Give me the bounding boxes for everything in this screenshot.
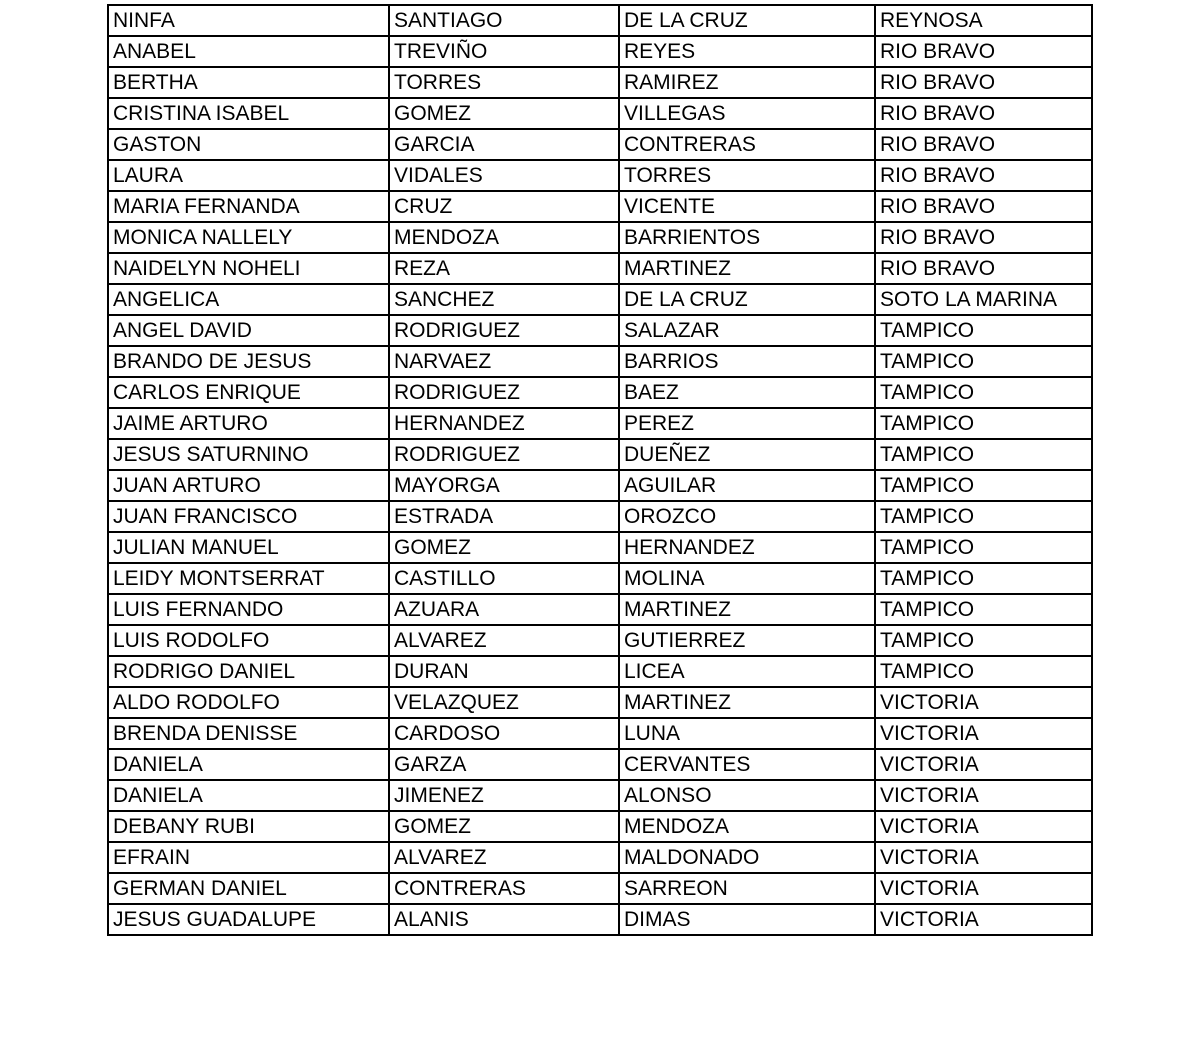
city-cell: VICTORIA (875, 749, 1092, 780)
table-row (108, 346, 1092, 377)
maternal-surname-cell: CONTRERAS (619, 129, 875, 160)
paternal-surname-cell: CARDOSO (389, 718, 619, 749)
paternal-surname-cell: ALVAREZ (389, 842, 619, 873)
table-row (108, 563, 1092, 594)
maternal-surname-cell: MARTINEZ (619, 687, 875, 718)
paternal-surname-cell: JIMENEZ (389, 780, 619, 811)
maternal-surname-cell: RAMIREZ (619, 67, 875, 98)
table-row (108, 377, 1092, 408)
table-row (108, 222, 1092, 253)
maternal-surname-cell: BARRIOS (619, 346, 875, 377)
maternal-surname-cell: VILLEGAS (619, 98, 875, 129)
paternal-surname-cell: GOMEZ (389, 532, 619, 563)
first-name-cell: NAIDELYN NOHELI (108, 253, 389, 284)
city-cell: TAMPICO (875, 408, 1092, 439)
table-row (108, 129, 1092, 160)
maternal-surname-cell: MENDOZA (619, 811, 875, 842)
city-cell: VICTORIA (875, 873, 1092, 904)
first-name-cell: JESUS GUADALUPE (108, 904, 389, 935)
paternal-surname-cell: REZA (389, 253, 619, 284)
city-cell: TAMPICO (875, 594, 1092, 625)
maternal-surname-cell: SARREON (619, 873, 875, 904)
paternal-surname-cell: CRUZ (389, 191, 619, 222)
table-row (108, 780, 1092, 811)
first-name-cell: LEIDY MONTSERRAT (108, 563, 389, 594)
first-name-cell: JAIME ARTURO (108, 408, 389, 439)
maternal-surname-cell: DE LA CRUZ (619, 284, 875, 315)
maternal-surname-cell: VICENTE (619, 191, 875, 222)
paternal-surname-cell: RODRIGUEZ (389, 377, 619, 408)
paternal-surname-cell: NARVAEZ (389, 346, 619, 377)
first-name-cell: JULIAN MANUEL (108, 532, 389, 563)
paternal-surname-cell: SANTIAGO (389, 5, 619, 36)
city-cell: TAMPICO (875, 563, 1092, 594)
maternal-surname-cell: BAEZ (619, 377, 875, 408)
maternal-surname-cell: MALDONADO (619, 842, 875, 873)
first-name-cell: GASTON (108, 129, 389, 160)
city-cell: REYNOSA (875, 5, 1092, 36)
city-cell: RIO BRAVO (875, 160, 1092, 191)
city-cell: RIO BRAVO (875, 222, 1092, 253)
table-row (108, 749, 1092, 780)
roster-table (107, 4, 1093, 936)
maternal-surname-cell: LICEA (619, 656, 875, 687)
maternal-surname-cell: ALONSO (619, 780, 875, 811)
first-name-cell: DANIELA (108, 780, 389, 811)
table-row (108, 36, 1092, 67)
city-cell: RIO BRAVO (875, 191, 1092, 222)
table-row (108, 501, 1092, 532)
first-name-cell: LUIS FERNANDO (108, 594, 389, 625)
table-row (108, 718, 1092, 749)
first-name-cell: GERMAN DANIEL (108, 873, 389, 904)
first-name-cell: NINFA (108, 5, 389, 36)
first-name-cell: ALDO RODOLFO (108, 687, 389, 718)
maternal-surname-cell: MOLINA (619, 563, 875, 594)
city-cell: TAMPICO (875, 532, 1092, 563)
first-name-cell: CARLOS ENRIQUE (108, 377, 389, 408)
city-cell: VICTORIA (875, 687, 1092, 718)
paternal-surname-cell: GARZA (389, 749, 619, 780)
maternal-surname-cell: MARTINEZ (619, 594, 875, 625)
maternal-surname-cell: SALAZAR (619, 315, 875, 346)
first-name-cell: MARIA FERNANDA (108, 191, 389, 222)
table-row (108, 284, 1092, 315)
first-name-cell: ANGELICA (108, 284, 389, 315)
table-row (108, 439, 1092, 470)
city-cell: TAMPICO (875, 315, 1092, 346)
paternal-surname-cell: VELAZQUEZ (389, 687, 619, 718)
city-cell: VICTORIA (875, 842, 1092, 873)
paternal-surname-cell: HERNANDEZ (389, 408, 619, 439)
first-name-cell: LAURA (108, 160, 389, 191)
city-cell: RIO BRAVO (875, 253, 1092, 284)
maternal-surname-cell: DE LA CRUZ (619, 5, 875, 36)
paternal-surname-cell: DURAN (389, 656, 619, 687)
maternal-surname-cell: MARTINEZ (619, 253, 875, 284)
first-name-cell: EFRAIN (108, 842, 389, 873)
city-cell: TAMPICO (875, 377, 1092, 408)
first-name-cell: RODRIGO DANIEL (108, 656, 389, 687)
first-name-cell: CRISTINA ISABEL (108, 98, 389, 129)
maternal-surname-cell: PEREZ (619, 408, 875, 439)
city-cell: RIO BRAVO (875, 67, 1092, 98)
city-cell: TAMPICO (875, 625, 1092, 656)
table-row (108, 5, 1092, 36)
paternal-surname-cell: MAYORGA (389, 470, 619, 501)
table-row (108, 191, 1092, 222)
maternal-surname-cell: OROZCO (619, 501, 875, 532)
first-name-cell: JESUS SATURNINO (108, 439, 389, 470)
city-cell: VICTORIA (875, 811, 1092, 842)
maternal-surname-cell: TORRES (619, 160, 875, 191)
city-cell: TAMPICO (875, 470, 1092, 501)
maternal-surname-cell: CERVANTES (619, 749, 875, 780)
city-cell: RIO BRAVO (875, 129, 1092, 160)
roster-body (108, 5, 1092, 935)
paternal-surname-cell: SANCHEZ (389, 284, 619, 315)
table-row (108, 842, 1092, 873)
first-name-cell: DANIELA (108, 749, 389, 780)
table-row (108, 253, 1092, 284)
paternal-surname-cell: GOMEZ (389, 98, 619, 129)
paternal-surname-cell: VIDALES (389, 160, 619, 191)
paternal-surname-cell: RODRIGUEZ (389, 315, 619, 346)
first-name-cell: LUIS RODOLFO (108, 625, 389, 656)
maternal-surname-cell: LUNA (619, 718, 875, 749)
maternal-surname-cell: AGUILAR (619, 470, 875, 501)
table-row (108, 656, 1092, 687)
city-cell: VICTORIA (875, 780, 1092, 811)
city-cell: TAMPICO (875, 656, 1092, 687)
city-cell: TAMPICO (875, 346, 1092, 377)
maternal-surname-cell: HERNANDEZ (619, 532, 875, 563)
table-row (108, 594, 1092, 625)
table-row (108, 67, 1092, 98)
first-name-cell: DEBANY RUBI (108, 811, 389, 842)
table-row (108, 625, 1092, 656)
maternal-surname-cell: DIMAS (619, 904, 875, 935)
table-row (108, 160, 1092, 191)
city-cell: TAMPICO (875, 501, 1092, 532)
first-name-cell: BERTHA (108, 67, 389, 98)
table-row (108, 811, 1092, 842)
city-cell: VICTORIA (875, 904, 1092, 935)
paternal-surname-cell: TREVIÑO (389, 36, 619, 67)
first-name-cell: ANABEL (108, 36, 389, 67)
table-row (108, 408, 1092, 439)
city-cell: RIO BRAVO (875, 98, 1092, 129)
maternal-surname-cell: DUEÑEZ (619, 439, 875, 470)
first-name-cell: BRENDA DENISSE (108, 718, 389, 749)
table-row (108, 904, 1092, 935)
first-name-cell: BRANDO DE JESUS (108, 346, 389, 377)
city-cell: TAMPICO (875, 439, 1092, 470)
maternal-surname-cell: GUTIERREZ (619, 625, 875, 656)
paternal-surname-cell: CASTILLO (389, 563, 619, 594)
first-name-cell: JUAN FRANCISCO (108, 501, 389, 532)
first-name-cell: MONICA NALLELY (108, 222, 389, 253)
paternal-surname-cell: MENDOZA (389, 222, 619, 253)
first-name-cell: JUAN ARTURO (108, 470, 389, 501)
table-row (108, 98, 1092, 129)
paternal-surname-cell: ALVAREZ (389, 625, 619, 656)
first-name-cell: ANGEL DAVID (108, 315, 389, 346)
paternal-surname-cell: ESTRADA (389, 501, 619, 532)
table-row (108, 315, 1092, 346)
table-row (108, 532, 1092, 563)
table-row (108, 687, 1092, 718)
paternal-surname-cell: TORRES (389, 67, 619, 98)
maternal-surname-cell: BARRIENTOS (619, 222, 875, 253)
paternal-surname-cell: AZUARA (389, 594, 619, 625)
city-cell: SOTO LA MARINA (875, 284, 1092, 315)
paternal-surname-cell: GOMEZ (389, 811, 619, 842)
table-row (108, 470, 1092, 501)
paternal-surname-cell: RODRIGUEZ (389, 439, 619, 470)
paternal-surname-cell: GARCIA (389, 129, 619, 160)
table-row (108, 873, 1092, 904)
city-cell: VICTORIA (875, 718, 1092, 749)
paternal-surname-cell: CONTRERAS (389, 873, 619, 904)
maternal-surname-cell: REYES (619, 36, 875, 67)
city-cell: RIO BRAVO (875, 36, 1092, 67)
paternal-surname-cell: ALANIS (389, 904, 619, 935)
